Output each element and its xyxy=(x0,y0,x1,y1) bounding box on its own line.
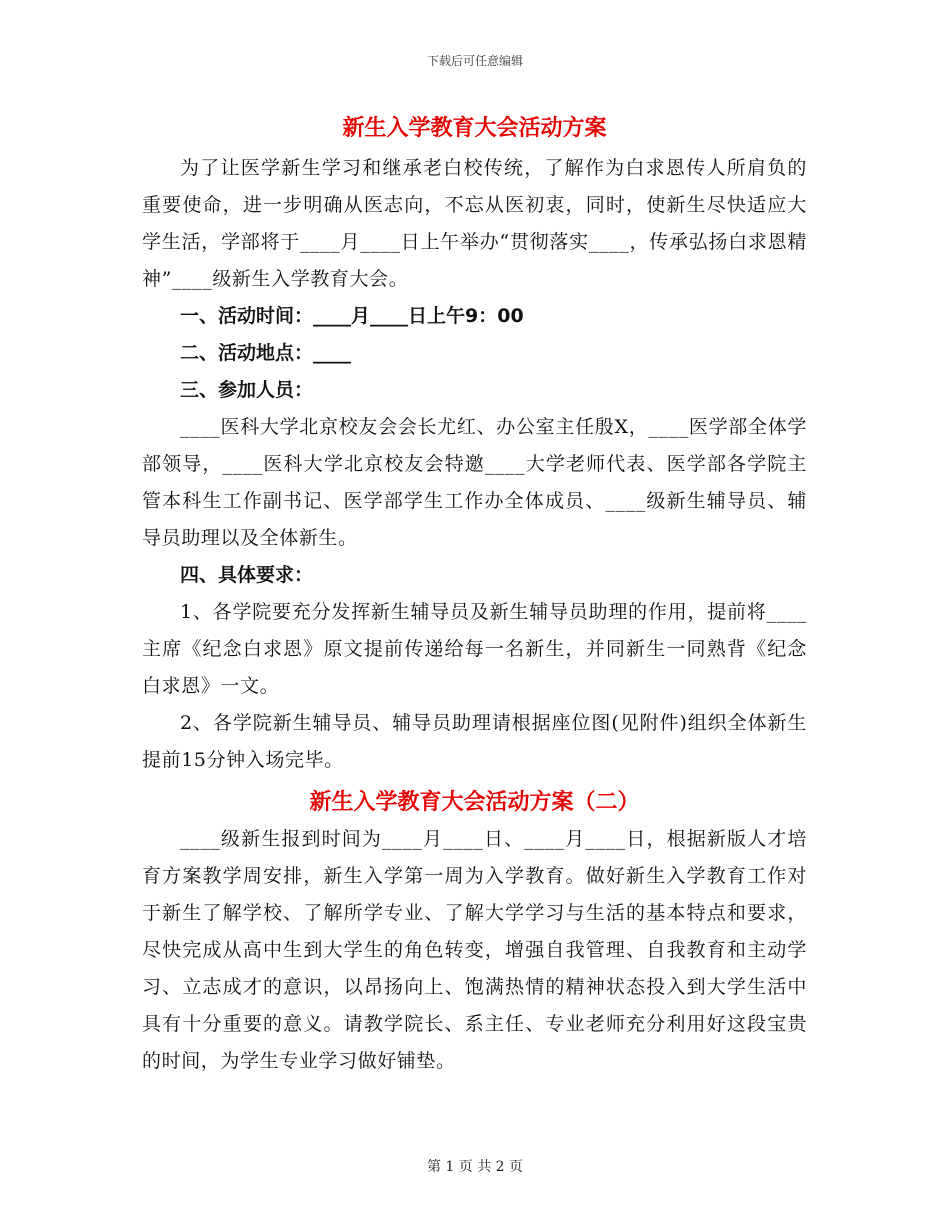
page-number-footer: 第 1 页 共 2 页 xyxy=(426,1159,524,1175)
activity-time-heading: 一、活动时间：____月____日上午9：00 xyxy=(180,305,524,327)
section2-title: 新生入学教育大会活动方案（二） xyxy=(309,790,640,815)
section1-title: 新生入学教育大会活动方案 xyxy=(342,116,607,141)
document-body xyxy=(142,108,807,1080)
participants-body: ____医科大学北京校友会会长尤红、办公室主任殷X，____医学部全体学部领导，____医科大学北京校友会特邀____大学老师代表、医学部各学院主管本科生工作副书记、医学部学生工作办全体成员、____级新生辅导员、辅导员助理以及全体新生。 xyxy=(142,416,807,549)
requirements-heading: 四、具体要求： xyxy=(180,564,314,586)
requirement-2: 2、各学院新生辅导员、辅导员助理请根据座位图(见附件)组织全体新生提前15分钟入场完毕。 xyxy=(142,712,807,771)
requirement-1: 1、各学院要充分发挥新生辅导员及新生辅导员助理的作用，提前将____主席《纪念白求恩》原文提前传递给每一名新生，并同新生一同熟背《纪念白求恩》一文。 xyxy=(142,601,807,697)
activity-location-heading: 二、活动地点：____ xyxy=(180,342,352,364)
participants-heading: 三、参加人员： xyxy=(180,379,314,401)
header-note: 下载后可任意编辑 xyxy=(426,54,523,68)
section2-body: ____级新生报到时间为____月____日、____月____日，根据新版人才培育方案教学周安排，新生入学第一周为入学教育。做好新生入学教育工作对于新生了解学校、了解所学专业、了解大学学习与生活的基本特点和要求，尽快完成从高中生到大学生的角色转变，增强自我管理、自我教育和主动学习、立志成才的意识，以昂扬向上、饱满热情的精神状态投入到大学生活中具有十分重要的意义。请教学院长、系主任、专业老师充分利用好这段宝贵的时间，为学生专业学习做好铺垫。 xyxy=(142,828,807,1072)
section1-intro: 为了让医学新生学习和继承老白校传统，了解作为白求恩传人所肩负的重要使命，进一步明确从医志向，不忘从医初衷，同时，使新生尽快适应大学生活，学部将于____月____日上午举办“贯彻落实____，传承弘扬白求恩精神”____级新生入学教育大会。 xyxy=(142,157,807,290)
